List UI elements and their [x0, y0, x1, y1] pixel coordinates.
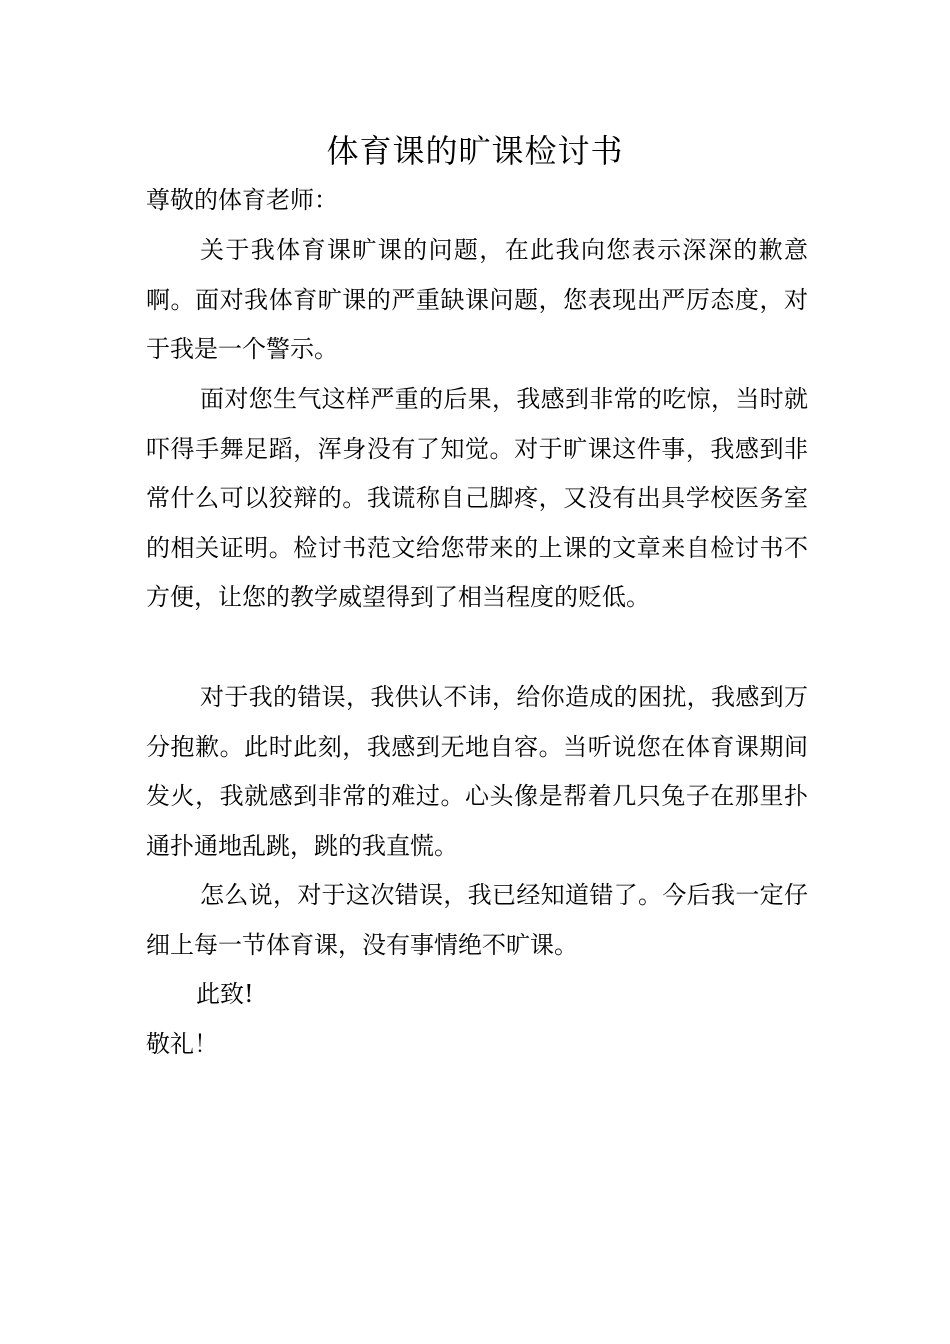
closing-line: 此致!	[196, 980, 254, 1008]
salutation: 尊敬的体育老师：	[146, 186, 338, 214]
paragraph-2: 面对您生气这样严重的后果，我感到非常的吃惊，当时就吓得手舞足蹈，浑身没有了知觉。对于旷课这件事，我感到非常什么可以狡辩的。我谎称自己脚疼，又没有出具学校医务室的相关证明。检讨书范文给您带来的上课的文章来自检讨书不方便，让您的教学威望得到了相当程度的贬低。	[146, 385, 808, 612]
document-title: 体育课的旷课检讨书	[326, 132, 624, 170]
regards-line: 敬礼！	[146, 1030, 218, 1058]
paragraph-1: 关于我体育课旷课的问题，在此我向您表示深深的歉意啊。面对我体育旷课的严重缺课问题，您表现出严厉态度，对于我是一个警示。	[146, 236, 808, 364]
paragraph-3: 对于我的错误，我供认不讳，给你造成的困扰，我感到万分抱歉。此时此刻，我感到无地自容。当听说您在体育课期间发火，我就感到非常的难过。心头像是帮着几只兔子在那里扑通扑通地乱跳，跳的我直慌。	[146, 683, 808, 860]
paragraph-4: 怎么说，对于这次错误，我已经知道错了。今后我一定仔细上每一节体育课，没有事情绝不旷课。	[146, 881, 808, 959]
